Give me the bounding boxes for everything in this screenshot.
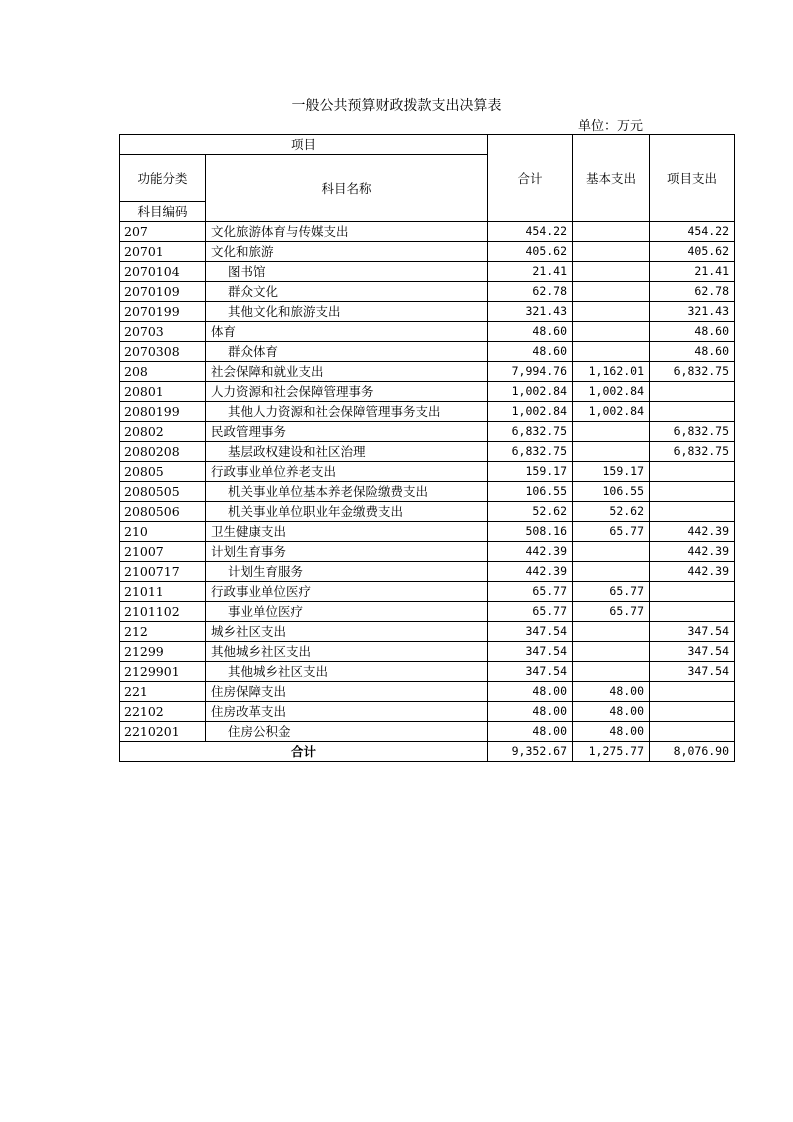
subject-code-cell: 208 [120,362,206,382]
subject-name-cell: 其他城乡社区支出 [206,662,488,682]
subject-name-cell: 行政事业单位养老支出 [206,462,488,482]
subject-name-cell: 城乡社区支出 [206,622,488,642]
project-cell: 48.60 [650,322,735,342]
subject-name-cell: 文化和旅游 [206,242,488,262]
project-cell: 21.41 [650,262,735,282]
total-cell: 52.62 [488,502,573,522]
total-cell: 508.16 [488,522,573,542]
basic-cell [573,302,650,322]
table-row [120,222,735,242]
project-cell [650,502,735,522]
project-cell [650,602,735,622]
subject-name-cell: 卫生健康支出 [206,522,488,542]
subject-code-cell: 2101102 [120,602,206,622]
table-row [120,502,735,522]
subject-code-cell: 21011 [120,582,206,602]
basic-cell [573,622,650,642]
subject-code-cell: 20701 [120,242,206,262]
table-row [120,722,735,742]
subject-name-cell: 其他人力资源和社会保障管理事务支出 [206,402,488,422]
subject-code-cell: 2070109 [120,282,206,302]
subject-code-cell: 2070308 [120,342,206,362]
project-cell: 6,832.75 [650,422,735,442]
subject-code-cell: 212 [120,622,206,642]
project-cell: 6,832.75 [650,362,735,382]
subject-code-cell: 2129901 [120,662,206,682]
project-cell: 321.43 [650,302,735,322]
total-cell: 347.54 [488,642,573,662]
subject-name-cell: 行政事业单位医疗 [206,582,488,602]
table-row [120,382,735,402]
table-row [120,562,735,582]
subject-code-cell: 221 [120,682,206,702]
table-row [120,542,735,562]
total-cell: 48.60 [488,322,573,342]
project-cell: 6,832.75 [650,442,735,462]
table-row [120,242,735,262]
subject-name-cell: 机关事业单位职业年金缴费支出 [206,502,488,522]
expenditure-table [119,134,735,762]
project-cell: 442.39 [650,522,735,542]
project-cell [650,582,735,602]
table-row [120,622,735,642]
basic-cell: 48.00 [573,702,650,722]
subject-name-cell: 事业单位医疗 [206,602,488,622]
subject-code-cell: 20805 [120,462,206,482]
subject-code-cell: 22102 [120,702,206,722]
project-cell [650,482,735,502]
basic-cell [573,562,650,582]
total-cell: 48.00 [488,682,573,702]
basic-cell [573,242,650,262]
subject-code-cell: 2070199 [120,302,206,322]
header-basic: 基本支出 [573,135,650,222]
subject-code-cell: 20802 [120,422,206,442]
basic-cell [573,662,650,682]
total-cell: 48.00 [488,702,573,722]
subject-code-cell: 207 [120,222,206,242]
subject-name-cell: 住房公积金 [206,722,488,742]
subject-name-cell: 社会保障和就业支出 [206,362,488,382]
header-subject-code: 科目编码 [120,202,206,222]
basic-cell: 65.77 [573,522,650,542]
basic-cell: 159.17 [573,462,650,482]
basic-cell [573,322,650,342]
subject-code-cell: 20703 [120,322,206,342]
table-row [120,522,735,542]
page-title: 一般公共预算财政拨款支出决算表 [291,98,502,114]
total-cell: 347.54 [488,622,573,642]
total-label: 合计 [120,742,488,762]
project-cell: 454.22 [650,222,735,242]
total-cell: 442.39 [488,542,573,562]
basic-cell: 48.00 [573,722,650,742]
basic-cell [573,222,650,242]
basic-cell [573,542,650,562]
total-cell: 1,002.84 [488,382,573,402]
total-row [120,742,735,762]
subject-name-cell: 群众文化 [206,282,488,302]
basic-cell [573,422,650,442]
subject-name-cell: 住房保障支出 [206,682,488,702]
table-row [120,702,735,722]
table-row [120,342,735,362]
subject-name-cell: 群众体育 [206,342,488,362]
header-func-class: 功能分类 [120,155,206,202]
project-cell: 347.54 [650,642,735,662]
project-cell [650,402,735,422]
subject-code-cell: 20801 [120,382,206,402]
header-row [120,135,735,155]
project-cell: 347.54 [650,662,735,682]
basic-cell: 1,002.84 [573,382,650,402]
subject-code-cell: 21007 [120,542,206,562]
subject-name-cell: 图书馆 [206,262,488,282]
total-cell: 159.17 [488,462,573,482]
total-cell: 6,832.75 [488,422,573,442]
subject-code-cell: 2080506 [120,502,206,522]
basic-cell: 106.55 [573,482,650,502]
total-cell: 62.78 [488,282,573,302]
basic-cell: 1,162.01 [573,362,650,382]
table-row [120,322,735,342]
subject-name-cell: 其他城乡社区支出 [206,642,488,662]
footer-total-cell: 9,352.67 [488,742,573,762]
basic-cell: 65.77 [573,602,650,622]
subject-name-cell: 计划生育事务 [206,542,488,562]
footer-basic-cell: 1,275.77 [573,742,650,762]
table-row [120,262,735,282]
project-cell [650,722,735,742]
table-row [120,682,735,702]
subject-code-cell: 21299 [120,642,206,662]
project-cell: 442.39 [650,562,735,582]
table-row [120,302,735,322]
basic-cell [573,642,650,662]
header-total: 合计 [488,135,573,222]
subject-name-cell: 基层政权建设和社区治理 [206,442,488,462]
basic-cell [573,262,650,282]
total-cell: 6,832.75 [488,442,573,462]
table-row [120,642,735,662]
table-row [120,462,735,482]
subject-name-cell: 体育 [206,322,488,342]
total-cell: 442.39 [488,562,573,582]
project-cell [650,382,735,402]
basic-cell [573,342,650,362]
subject-name-cell: 计划生育服务 [206,562,488,582]
total-cell: 106.55 [488,482,573,502]
project-cell: 48.60 [650,342,735,362]
subject-name-cell: 其他文化和旅游支出 [206,302,488,322]
total-cell: 65.77 [488,602,573,622]
table-row [120,422,735,442]
basic-cell: 65.77 [573,582,650,602]
project-cell: 62.78 [650,282,735,302]
project-cell [650,702,735,722]
total-cell: 7,994.76 [488,362,573,382]
basic-cell: 1,002.84 [573,402,650,422]
subject-code-cell: 2210201 [120,722,206,742]
total-cell: 48.00 [488,722,573,742]
subject-name-cell: 人力资源和社会保障管理事务 [206,382,488,402]
header-subject-name: 科目名称 [206,155,488,222]
basic-cell [573,442,650,462]
table-row [120,282,735,302]
basic-cell: 48.00 [573,682,650,702]
basic-cell [573,282,650,302]
table-row [120,602,735,622]
subject-name-cell: 民政管理事务 [206,422,488,442]
header-project: 项目支出 [650,135,735,222]
total-cell: 1,002.84 [488,402,573,422]
table-row [120,582,735,602]
total-cell: 21.41 [488,262,573,282]
subject-code-cell: 2070104 [120,262,206,282]
subject-code-cell: 210 [120,522,206,542]
subject-name-cell: 文化旅游体育与传媒支出 [206,222,488,242]
total-cell: 454.22 [488,222,573,242]
header-item: 项目 [120,135,488,155]
table-row [120,362,735,382]
subject-name-cell: 机关事业单位基本养老保险缴费支出 [206,482,488,502]
subject-code-cell: 2080199 [120,402,206,422]
total-cell: 405.62 [488,242,573,262]
footer-project-cell: 8,076.90 [650,742,735,762]
project-cell [650,462,735,482]
total-cell: 48.60 [488,342,573,362]
subject-code-cell: 2080505 [120,482,206,502]
project-cell: 405.62 [650,242,735,262]
subject-name-cell: 住房改革支出 [206,702,488,722]
table-row [120,442,735,462]
table-row [120,402,735,422]
total-cell: 65.77 [488,582,573,602]
total-cell: 347.54 [488,662,573,682]
project-cell [650,682,735,702]
basic-cell: 52.62 [573,502,650,522]
project-cell: 442.39 [650,542,735,562]
project-cell: 347.54 [650,622,735,642]
subject-code-cell: 2080208 [120,442,206,462]
subject-code-cell: 2100717 [120,562,206,582]
unit-label: 单位：万元 [578,119,644,134]
total-cell: 321.43 [488,302,573,322]
table-row [120,482,735,502]
table-row [120,662,735,682]
